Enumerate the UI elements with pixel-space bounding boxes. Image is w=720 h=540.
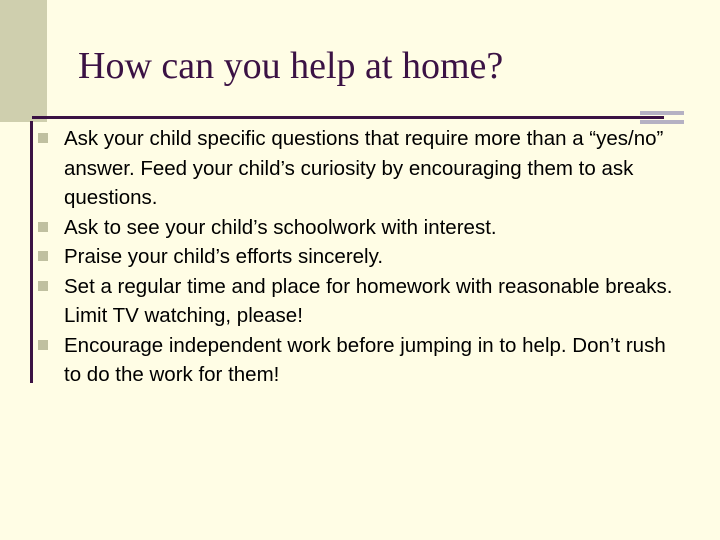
bullet-text: Encourage independent work before jumping in to help. Don’t rush to do the work for them! (64, 333, 666, 386)
square-bullet-icon (38, 133, 48, 143)
square-bullet-icon (38, 251, 48, 261)
title-underline (32, 116, 664, 119)
bullet-item (38, 124, 688, 213)
accent-band-top (640, 111, 684, 115)
square-bullet-icon (38, 340, 48, 350)
left-vertical-rule (30, 121, 33, 383)
slide-title: How can you help at home? (78, 45, 504, 87)
bullet-item (38, 213, 688, 243)
bullet-text: Praise your child’s efforts sincerely. (64, 245, 384, 268)
title-underline-end (640, 116, 664, 119)
bullet-text: Ask to see your child’s schoolwork with interest. (64, 215, 497, 239)
square-bullet-icon (38, 222, 48, 232)
bullet-item (38, 242, 688, 272)
bullet-item (38, 272, 688, 331)
bullet-text: Set a regular time and place for homework with reasonable breaks. Limit TV watching, please! (64, 274, 673, 327)
square-bullet-icon (38, 281, 48, 291)
bullet-list (38, 124, 688, 390)
bullet-text: Ask your child specific questions that require more than a “yes/no” answer. Feed your child’s curiosity by encouraging them to ask questions. (64, 127, 664, 209)
bullet-item (38, 331, 688, 390)
